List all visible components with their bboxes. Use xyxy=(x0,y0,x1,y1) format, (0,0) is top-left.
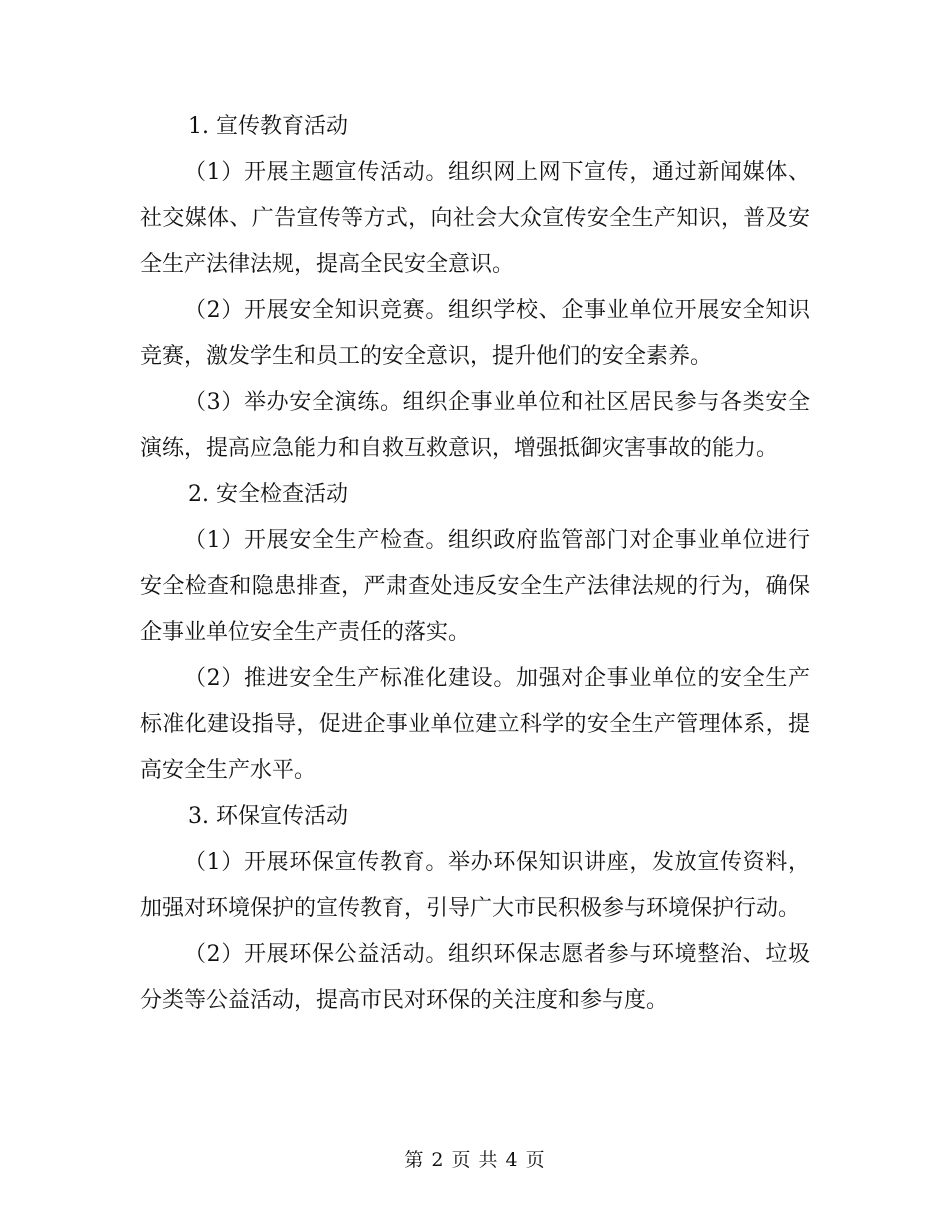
document-body xyxy=(140,104,810,1024)
section-item: （1）开展主题宣传活动。组织网上网下宣传，通过新闻媒体、社交媒体、广告宣传等方式，向社会大众宣传安全生产知识，普及安全生产法律法规，提高全民安全意识。 xyxy=(140,160,810,277)
section-heading: 3. 环保宣传活动 xyxy=(188,804,348,829)
section-heading: 2. 安全检查活动 xyxy=(188,482,348,507)
page-number-footer: 第 2 页 共 4 页 xyxy=(404,1149,546,1171)
section-item: （1）开展环保宣传教育。举办环保知识讲座，发放宣传资料，加强对环境保护的宣传教育，引导广大市民积极参与环境保护行动。 xyxy=(140,850,810,921)
section-item: （1）开展安全生产检查。组织政府监管部门对企事业单位进行安全检查和隐患排查，严肃查处违反安全生产法律法规的行为，确保企事业单位安全生产责任的落实。 xyxy=(140,528,810,645)
section-heading: 1. 宣传教育活动 xyxy=(188,114,348,139)
section-item: （3）举办安全演练。组织企事业单位和社区居民参与各类安全演练，提高应急能力和自救互救意识，增强抵御灾害事故的能力。 xyxy=(140,390,810,461)
section-item: （2）推进安全生产标准化建设。加强对企事业单位的安全生产标准化建设指导，促进企事业单位建立科学的安全生产管理体系，提高安全生产水平。 xyxy=(140,666,810,783)
section-item: （2）开展安全知识竞赛。组织学校、企事业单位开展安全知识竞赛，激发学生和员工的安全意识，提升他们的安全素养。 xyxy=(140,298,810,369)
section-item: （2）开展环保公益活动。组织环保志愿者参与环境整治、垃圾分类等公益活动，提高市民对环保的关注度和参与度。 xyxy=(140,942,810,1013)
